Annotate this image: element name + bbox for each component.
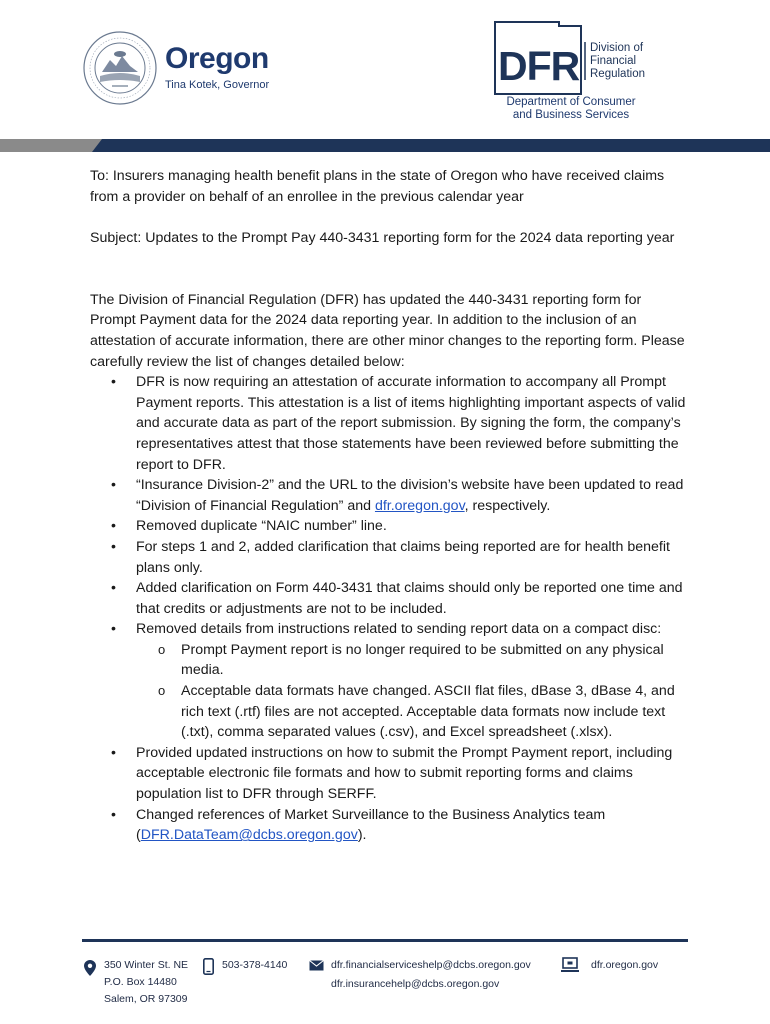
- laptop-icon: [561, 957, 579, 973]
- list-item: [136, 475, 690, 516]
- email-financial-services[interactable]: dfr.financialserviceshelp@dcbs.oregon.gov: [331, 959, 531, 971]
- phone-icon: [203, 958, 214, 975]
- header-rule-navy: [92, 139, 770, 152]
- department-name: [496, 96, 646, 122]
- location-pin-icon: [84, 960, 96, 976]
- letter-intro: The Division of Financial Regulation (DFR) has updated the 440-3431 reporting form for Prompt Payment data for the 2024 data reporting year. In addition to the inclusion of an attestation of accurate information, there are other minor changes to the reporting form. Please carefully review the list of changes detailed below:: [90, 291, 685, 370]
- state-name: Oregon: [165, 42, 269, 75]
- department-line-1: Department of Consumer: [506, 96, 636, 108]
- dfr-logo: [493, 18, 653, 98]
- footer-website[interactable]: dfr.oregon.gov: [591, 959, 659, 971]
- footer-phone[interactable]: 503-378-4140: [222, 959, 288, 971]
- list-item: • DFR is now requiring an attestation of accurate information to accompany all Prompt Payment reports. This attestation is a list of items highlighting important aspects of valid and accurate data as part of the report submission. By signing the form, the company’s representatives attest that those statements have been reviewed before submitting the report to DFR.: [136, 372, 690, 475]
- letter-recipient: To: Insurers managing health benefit plans in the state of Oregon who have received claims from a provider on behalf of an enrollee in the previous calendar year: [90, 168, 665, 205]
- sub-list-item: o Acceptable data formats have changed. ASCII flat files, dBase 3, dBase 4, and rich text (.rtf) files are not accepted. Acceptable data formats now include text (.txt), comma separated values (.csv), and Excel spreadsheet (.xlsx).: [181, 681, 690, 743]
- list-item: [136, 619, 690, 743]
- oregon-state-seal: [82, 30, 158, 106]
- dfr-name-line-2: Financial: [590, 55, 637, 67]
- changes-list: [90, 372, 690, 846]
- list-item: [136, 805, 690, 846]
- list-item-text: , respectively.: [464, 497, 551, 514]
- footer-address: [104, 957, 188, 1008]
- dfr-logo-acronym: DFR: [498, 43, 580, 89]
- list-item: • Added clarification on Form 440-3431 that claims should only be reported one time and that credits or adjustments are not to be included.: [136, 578, 690, 619]
- list-item-text: Removed details from instructions related to sending report data on a compact disc:: [136, 621, 662, 638]
- footer-rule: [82, 939, 688, 942]
- list-item: • For steps 1 and 2, added clarification that claims being reported are for health benefit plans only.: [136, 537, 690, 578]
- address-line-2: P.O. Box 14480: [104, 976, 177, 988]
- list-item-text: Changed references of Market Surveillance to the Business Analytics team (: [136, 806, 606, 844]
- address-line-3: Salem, OR 97309: [104, 993, 188, 1005]
- letter-body: [90, 166, 690, 846]
- list-item: • Removed duplicate “NAIC number” line.: [136, 516, 690, 537]
- list-item-text: “Insurance Division-2” and the URL to the division’s website have been updated to read “Division of Financial Regulation” and: [136, 477, 684, 514]
- footer-emails: [331, 957, 531, 993]
- dfr-name-line-1: Division of: [590, 42, 644, 54]
- department-line-2: and Business Services: [512, 109, 630, 121]
- envelope-icon: [309, 960, 324, 971]
- sub-list: [136, 640, 690, 743]
- governor-name: Tina Kotek, Governor: [165, 79, 270, 91]
- data-team-email-link[interactable]: DFR.DataTeam@dcbs.oregon.gov: [140, 827, 358, 844]
- letter-subject: Subject: Updates to the Prompt Pay 440-3431 reporting form for the 2024 data reporting year: [90, 230, 675, 247]
- sub-list-item: o Prompt Payment report is no longer required to be submitted on any physical media.: [181, 640, 690, 681]
- dfr-website-link[interactable]: dfr.oregon.gov: [374, 497, 465, 514]
- list-item: • Provided updated instructions on how to submit the Prompt Payment report, including acceptable electronic file formats and how to submit reporting forms and claims population list to DFR through SERFF.: [136, 743, 690, 805]
- dfr-name-line-3: Regulation: [590, 68, 645, 80]
- email-insurance-help[interactable]: dfr.insurancehelp@dcbs.oregon.gov: [331, 978, 500, 990]
- list-item-text: ).: [357, 827, 367, 844]
- address-line-1: 350 Winter St. NE: [104, 959, 189, 971]
